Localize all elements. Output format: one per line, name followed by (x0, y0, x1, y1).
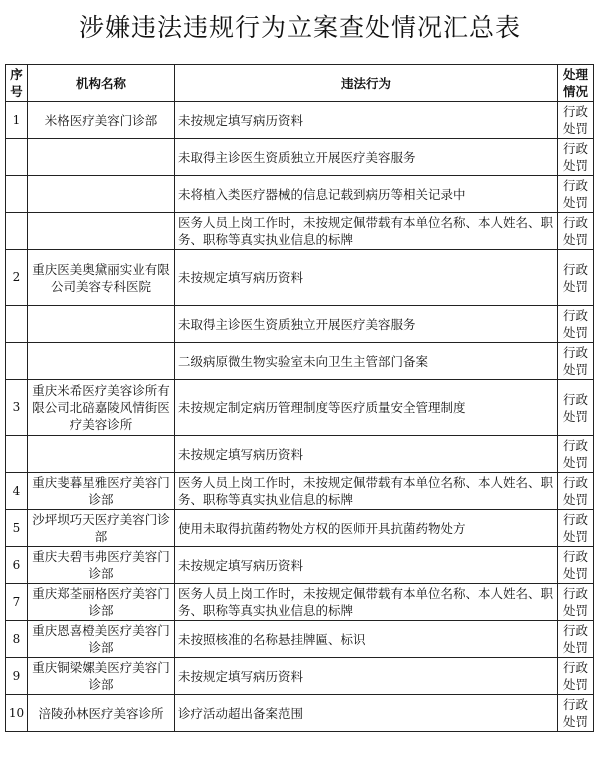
row-res: 行政处罚 (558, 213, 594, 250)
row-num: 10 (6, 695, 28, 732)
row-org: 重庆医美奥黛丽实业有限公司美容专科医院 (28, 250, 175, 306)
table-row (6, 436, 594, 473)
row-act: 未将植入类医疗器械的信息记载到病历等相关记录中 (175, 176, 558, 213)
table-row (6, 343, 594, 380)
row-org: 重庆铜梁嫘美医疗美容门诊部 (28, 658, 175, 695)
row-res: 行政处罚 (558, 584, 594, 621)
row-act: 未取得主诊医生资质独立开展医疗美容服务 (175, 306, 558, 343)
row-res: 行政处罚 (558, 510, 594, 547)
row-num: 5 (6, 510, 28, 547)
table-row (6, 695, 594, 732)
table-row (6, 547, 594, 584)
row-act: 未按规定填写病历资料 (175, 436, 558, 473)
table-row (6, 380, 594, 436)
row-num: 2 (6, 250, 28, 306)
table-row (6, 139, 594, 176)
row-org (28, 176, 175, 213)
row-res: 行政处罚 (558, 547, 594, 584)
row-res: 行政处罚 (558, 621, 594, 658)
table-row (6, 621, 594, 658)
row-act: 医务人员上岗工作时，未按规定佩带载有本单位名称、本人姓名、职务、职称等真实执业信息的标牌 (175, 213, 558, 250)
row-num: 8 (6, 621, 28, 658)
table-row (6, 250, 594, 306)
row-num: 4 (6, 473, 28, 510)
row-res: 行政处罚 (558, 658, 594, 695)
row-res: 行政处罚 (558, 343, 594, 380)
row-res: 行政处罚 (558, 306, 594, 343)
row-org: 米格医疗美容门诊部 (28, 102, 175, 139)
row-num: 6 (6, 547, 28, 584)
row-res: 行政处罚 (558, 473, 594, 510)
header-num: 序号 (6, 65, 28, 102)
row-res: 行政处罚 (558, 380, 594, 436)
row-org (28, 436, 175, 473)
table-row (6, 473, 594, 510)
row-org: 重庆斐暮星雅医疗美容门诊部 (28, 473, 175, 510)
row-num (6, 176, 28, 213)
row-org: 涪陵孙林医疗美容诊所 (28, 695, 175, 732)
table-header-row (6, 65, 594, 102)
row-res: 行政处罚 (558, 102, 594, 139)
row-res: 行政处罚 (558, 176, 594, 213)
row-act: 未按规定制定病历管理制度等医疗质量安全管理制度 (175, 380, 558, 436)
row-org: 重庆恩喜橙美医疗美容门诊部 (28, 621, 175, 658)
row-act: 未按规定填写病历资料 (175, 547, 558, 584)
row-res: 行政处罚 (558, 695, 594, 732)
row-org: 重庆郑荃丽格医疗美容门诊部 (28, 584, 175, 621)
row-org (28, 306, 175, 343)
table-row (6, 102, 594, 139)
violations-table (5, 64, 594, 732)
header-act: 违法行为 (175, 65, 558, 102)
row-num: 9 (6, 658, 28, 695)
row-num: 3 (6, 380, 28, 436)
header-res: 处理情况 (558, 65, 594, 102)
row-num: 7 (6, 584, 28, 621)
row-res: 行政处罚 (558, 139, 594, 176)
row-act: 二级病原微生物实验室未向卫生主管部门备案 (175, 343, 558, 380)
row-act: 未取得主诊医生资质独立开展医疗美容服务 (175, 139, 558, 176)
table-row (6, 306, 594, 343)
table-row (6, 176, 594, 213)
row-num (6, 139, 28, 176)
row-org: 沙坪坝巧天医疗美容门诊部 (28, 510, 175, 547)
row-org: 重庆米希医疗美容诊所有限公司北碚嘉陵风情街医疗美容诊所 (28, 380, 175, 436)
row-num (6, 306, 28, 343)
row-org (28, 139, 175, 176)
page-title: 涉嫌违法违规行为立案查处情况汇总表 (78, 13, 521, 42)
row-org: 重庆夫碧韦弗医疗美容门诊部 (28, 547, 175, 584)
row-act: 未按规定填写病历资料 (175, 658, 558, 695)
table-row (6, 658, 594, 695)
row-org (28, 343, 175, 380)
row-act: 诊疗活动超出备案范围 (175, 695, 558, 732)
table-row (6, 510, 594, 547)
row-act: 使用未取得抗菌药物处方权的医师开具抗菌药物处方 (175, 510, 558, 547)
row-num (6, 343, 28, 380)
header-org: 机构名称 (28, 65, 175, 102)
row-act: 未按规定填写病历资料 (175, 102, 558, 139)
table-row (6, 584, 594, 621)
row-num: 1 (6, 102, 28, 139)
row-num (6, 213, 28, 250)
row-act: 医务人员上岗工作时，未按规定佩带载有本单位名称、本人姓名、职务、职称等真实执业信息的标牌 (175, 473, 558, 510)
row-act: 医务人员上岗工作时，未按规定佩带载有本单位名称、本人姓名、职务、职称等真实执业信息的标牌 (175, 584, 558, 621)
row-act: 未按照核准的名称悬挂牌匾、标识 (175, 621, 558, 658)
row-org (28, 213, 175, 250)
row-num (6, 436, 28, 473)
table-row (6, 213, 594, 250)
row-act: 未按规定填写病历资料 (175, 250, 558, 306)
row-res: 行政处罚 (558, 250, 594, 306)
row-res: 行政处罚 (558, 436, 594, 473)
